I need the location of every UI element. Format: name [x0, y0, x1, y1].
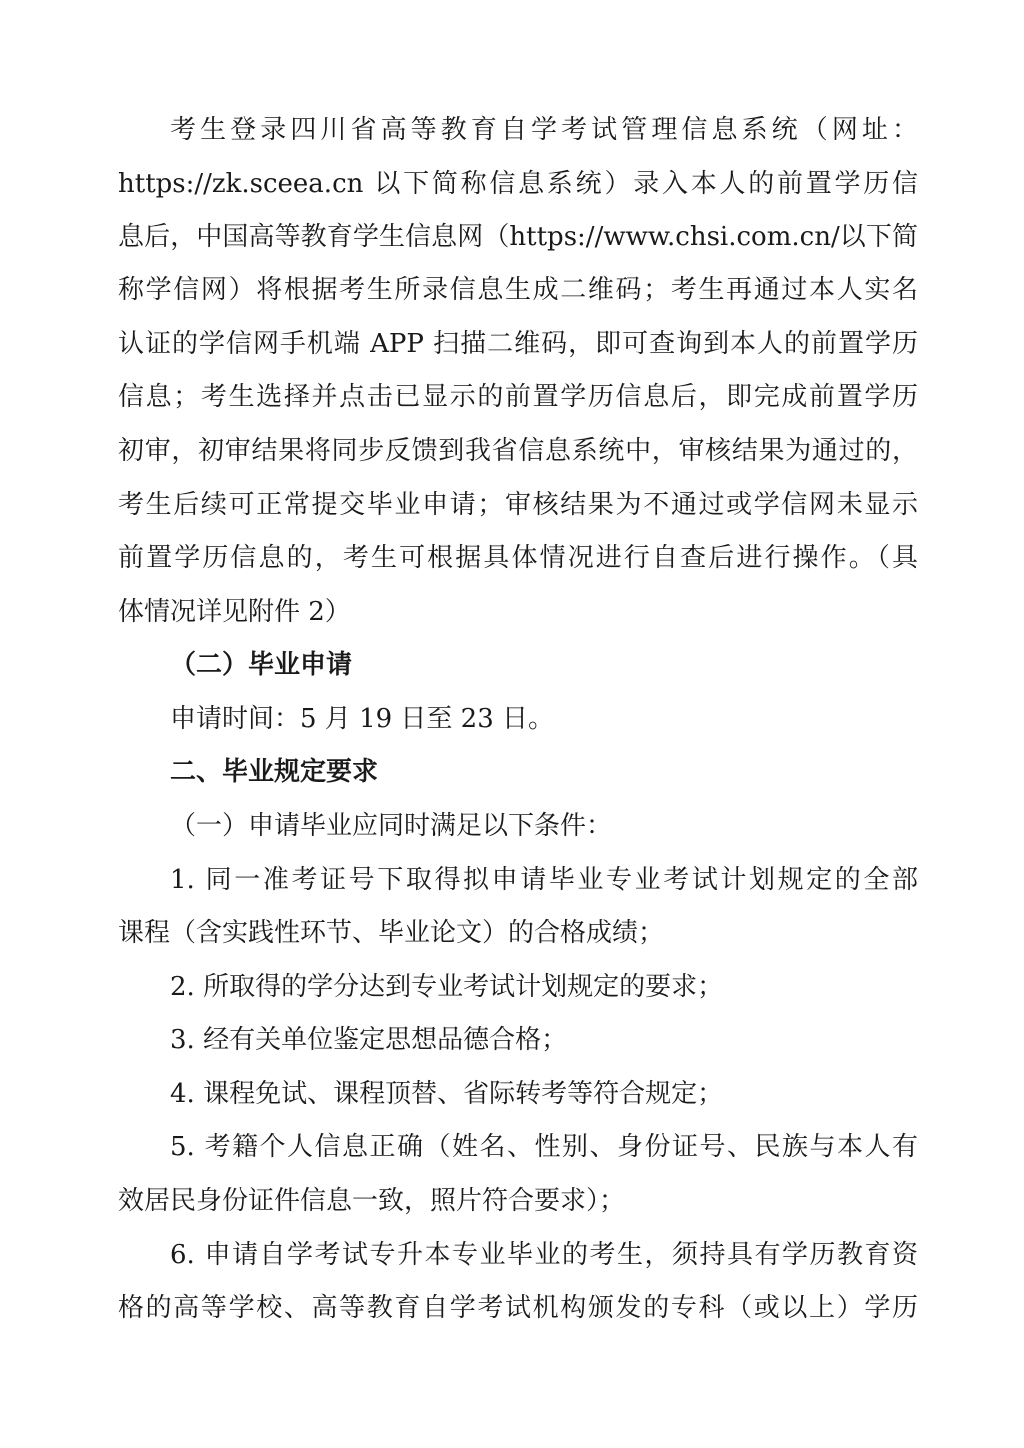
subheading-conditions: （一）申请毕业应同时满足以下条件： — [170, 811, 613, 841]
paragraph-line: 考生后续可正常提交毕业申请；审核结果为不通过或学信网未显示 — [118, 490, 918, 520]
paragraph-line: https://zk.sceea.cn 以下简称信息系统）录入本人的前置学历信 — [118, 169, 918, 199]
condition-5-line: 5. 考籍个人信息正确（姓名、性别、身份证号、民族与本人有 — [170, 1132, 918, 1162]
condition-4: 4. 课程免试、课程顶替、省际转考等符合规定； — [170, 1079, 724, 1109]
paragraph-line: 前置学历信息的，考生可根据具体情况进行自查后进行操作。（具 — [118, 543, 918, 573]
paragraph-line: 称学信网）将根据考生所录信息生成二维码；考生再通过本人实名 — [118, 275, 918, 305]
condition-1-line: 1. 同一准考证号下取得拟申请毕业专业考试计划规定的全部 — [170, 865, 918, 895]
condition-2: 2. 所取得的学分达到专业考试计划规定的要求； — [170, 972, 724, 1002]
paragraph-line: 初审，初审结果将同步反馈到我省信息系统中，审核结果为通过的， — [118, 436, 918, 466]
condition-6-line: 格的高等学校、高等教育自学考试机构颁发的专科（或以上）学历 — [118, 1293, 918, 1323]
subheading-graduation-application: （二）毕业申请 — [170, 650, 353, 680]
paragraph-line: 体情况详见附件 2） — [118, 597, 351, 627]
condition-5-line: 效居民身份证件信息一致，照片符合要求）； — [118, 1186, 626, 1216]
paragraph-line: 息后，中国高等教育学生信息网（https://www.chsi.com.cn/以下简 — [118, 222, 918, 252]
condition-6-line: 6. 申请自学考试专升本专业毕业的考生，须持具有学历教育资 — [170, 1240, 918, 1270]
application-time: 申请时间：5 月 19 日至 23 日。 — [170, 704, 555, 734]
condition-1-line: 课程（含实践性环节、毕业论文）的合格成绩； — [118, 918, 665, 948]
condition-3: 3. 经有关单位鉴定思想品德合格； — [170, 1025, 568, 1055]
paragraph-line: 考生登录四川省高等教育自学考试管理信息系统（网址： — [170, 115, 918, 145]
paragraph-line: 认证的学信网手机端 APP 扫描二维码，即可查询到本人的前置学历 — [118, 329, 918, 359]
paragraph-line: 信息；考生选择并点击已显示的前置学历信息后，即完成前置学历 — [118, 382, 918, 412]
section-heading-graduation-requirements: 二、毕业规定要求 — [170, 757, 379, 787]
